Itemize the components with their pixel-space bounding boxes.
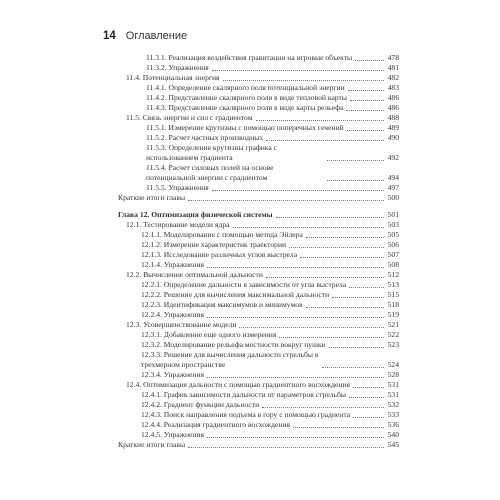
toc-page-number: 512 xyxy=(387,270,399,279)
toc-entry[interactable] xyxy=(118,370,399,380)
page-header xyxy=(103,30,187,42)
toc-entry[interactable] xyxy=(118,420,399,430)
dot-leader xyxy=(306,237,384,238)
dot-leader xyxy=(300,257,384,258)
dot-leader xyxy=(355,60,384,61)
toc-entry-title: 12.3.1. Добавление еще одного измерения xyxy=(141,330,277,339)
dot-leader xyxy=(188,447,384,448)
toc-page-number: 507 xyxy=(387,250,399,259)
dot-leader xyxy=(279,337,384,338)
toc-entry-title: 11.4.2. Представление скалярного поля в виде тепловой карты xyxy=(146,93,347,102)
toc-entry-title: 11.3.2. Упражнения xyxy=(146,63,209,72)
toc-page-number: 545 xyxy=(387,440,399,449)
toc-page-number: 521 xyxy=(387,320,399,329)
dot-leader xyxy=(349,397,384,398)
toc-entry[interactable] xyxy=(118,83,399,93)
toc-entry[interactable] xyxy=(118,193,399,203)
toc-page-number: 513 xyxy=(387,280,399,289)
toc-entry[interactable] xyxy=(118,380,399,390)
toc-entry-title: 12.2.4. Упражнения xyxy=(141,310,205,319)
toc-entry[interactable] xyxy=(118,53,399,63)
toc-page-number: 536 xyxy=(387,420,399,429)
table-of-contents xyxy=(118,53,399,450)
toc-entry[interactable] xyxy=(118,310,399,320)
dot-leader xyxy=(289,247,384,248)
toc-page-number: 486 xyxy=(387,103,399,112)
toc-entry[interactable] xyxy=(118,250,399,260)
toc-page-number: 532 xyxy=(387,400,399,409)
toc-entry[interactable] xyxy=(118,230,399,240)
toc-entry-title: 12.2. Вычисление оптимальной дальности xyxy=(126,270,263,279)
dot-leader xyxy=(212,190,384,191)
dot-leader xyxy=(348,90,384,91)
toc-page-number: 508 xyxy=(387,260,399,269)
dot-leader xyxy=(223,80,384,81)
dot-leader xyxy=(322,367,384,368)
toc-entry[interactable] xyxy=(118,430,399,440)
toc-entry[interactable] xyxy=(118,113,399,123)
toc-entry-title: 12.1. Тестирование модели ядра xyxy=(126,220,230,229)
toc-entry[interactable] xyxy=(118,93,399,103)
toc-page-number: 483 xyxy=(387,83,399,92)
toc-page-number: 481 xyxy=(387,63,399,72)
dot-leader xyxy=(207,317,384,318)
toc-entry[interactable] xyxy=(118,300,399,310)
toc-entry-title: Краткие итоги главы xyxy=(118,193,186,202)
dot-leader xyxy=(262,407,384,408)
dot-leader xyxy=(212,70,384,71)
toc-entry[interactable] xyxy=(118,390,399,400)
dot-leader xyxy=(353,417,384,418)
toc-page-number: 486 xyxy=(387,93,399,102)
toc-page-number: 519 xyxy=(387,310,399,319)
toc-page-number: 518 xyxy=(387,300,399,309)
dot-leader xyxy=(256,120,384,121)
page-number: 14 xyxy=(103,30,116,42)
toc-entry[interactable] xyxy=(118,240,399,250)
dot-leader xyxy=(276,217,384,218)
toc-page-number: 501 xyxy=(387,210,399,219)
dot-leader xyxy=(233,227,385,228)
toc-entry-title: 11.5.4. Расчет силовых полей на основе потенциальной энергии с градиентом xyxy=(146,163,274,182)
toc-entry-title: 12.4.3. Поиск направления подъема в гору с помощью градиента xyxy=(141,410,351,419)
toc-page-number: 490 xyxy=(387,133,399,142)
toc-page-number: 528 xyxy=(387,370,399,379)
toc-entry-title: 12.1.4. Упражнения xyxy=(141,260,205,269)
dot-leader xyxy=(306,307,384,308)
toc-page-number: 492 xyxy=(387,153,399,162)
toc-entry[interactable] xyxy=(118,340,399,350)
toc-page-number: 515 xyxy=(387,290,399,299)
toc-entry-title: 11.5. Связь энергии и сил с градиентом xyxy=(126,113,253,122)
toc-entry-title: Глава 12. Оптимизация физической системы xyxy=(118,210,273,219)
toc-entry[interactable] xyxy=(118,270,399,280)
dot-leader xyxy=(293,427,384,428)
toc-chapter-entry[interactable] xyxy=(118,210,399,220)
toc-entry-title: 12.1.3. Исследование различных углов выстрела xyxy=(141,250,298,259)
toc-entry-title: 11.5.5. Упражнения xyxy=(146,183,209,192)
toc-page-number: 533 xyxy=(387,410,399,419)
toc-entry[interactable] xyxy=(118,103,399,113)
toc-entry[interactable] xyxy=(118,73,399,83)
running-title: Оглавление xyxy=(125,30,188,42)
toc-entry[interactable] xyxy=(118,290,399,300)
toc-entry[interactable] xyxy=(118,133,399,143)
toc-entry[interactable] xyxy=(118,63,399,73)
toc-entry-title: 12.1.2. Измерение характеристик траектории xyxy=(141,240,287,249)
toc-entry-title: 12.1.1. Моделирование с помощью метода Эйлера xyxy=(141,230,303,239)
toc-page-number: 497 xyxy=(387,183,399,192)
toc-entry[interactable] xyxy=(118,280,399,290)
dot-leader xyxy=(327,180,384,181)
toc-entry-title: 11.5.1. Измерение крутизны с помощью поперечных сечений xyxy=(146,123,344,132)
toc-entry-title: 12.3.4. Упражнения xyxy=(141,370,205,379)
dot-leader xyxy=(266,277,384,278)
toc-page-number: 524 xyxy=(387,360,399,369)
toc-entry-title: 11.5.2. Расчет частных производных xyxy=(146,133,264,142)
toc-entry[interactable] xyxy=(118,330,399,340)
dot-leader xyxy=(332,297,384,298)
dot-leader xyxy=(349,287,384,288)
toc-page-number: 531 xyxy=(387,380,399,389)
toc-entry-title: 12.3. Усовершенствование модели xyxy=(126,320,237,329)
dot-leader xyxy=(346,110,384,111)
toc-entry[interactable] xyxy=(118,163,399,183)
toc-entry[interactable] xyxy=(118,320,399,330)
dot-leader xyxy=(347,130,384,131)
dot-leader xyxy=(207,437,384,438)
toc-page-number: 506 xyxy=(387,240,399,249)
toc-page-number: 489 xyxy=(387,123,399,132)
toc-entry-title: 12.4.1. График зависимости дальности от параметров стрельбы xyxy=(141,390,346,399)
toc-entry[interactable] xyxy=(118,260,399,270)
toc-page-number: 523 xyxy=(387,340,399,349)
toc-entry[interactable] xyxy=(118,410,399,420)
dot-leader xyxy=(207,377,384,378)
toc-entry-title: 12.2.3. Идентификация максимумов и минимумов xyxy=(141,300,303,309)
toc-entry-title: 12.2.1. Определение дальности в зависимости от угла выстрела xyxy=(141,280,347,289)
toc-entry[interactable] xyxy=(118,123,399,133)
toc-entry-title: 11.5.3. Определение крутизны графика с использованием градиента xyxy=(146,143,278,162)
toc-entry-title: 11.4.3. Представление скалярного поля в виде карты рельефа xyxy=(146,103,344,112)
toc-entry[interactable] xyxy=(118,350,399,370)
toc-page-number: 522 xyxy=(387,330,399,339)
toc-page-number: 503 xyxy=(387,220,399,229)
toc-entry-title: 12.3.2. Моделирование рельефа местности вокруг пушки xyxy=(141,340,326,349)
dot-leader xyxy=(350,100,384,101)
toc-entry-title: 11.3.1. Реализация воздействия гравитации на игровые объекты xyxy=(146,53,353,62)
toc-entry-title: 11.4.1. Определение скалярного поля потенциальной энергии xyxy=(146,83,345,92)
toc-entry[interactable] xyxy=(118,143,399,163)
toc-page-number: 494 xyxy=(387,173,399,182)
dot-leader xyxy=(266,140,384,141)
dot-leader xyxy=(188,200,384,201)
toc-entry[interactable] xyxy=(118,440,399,450)
dot-leader xyxy=(207,267,384,268)
dot-leader xyxy=(329,347,384,348)
dot-leader xyxy=(239,327,384,328)
dot-leader xyxy=(353,387,384,388)
toc-page-number: 482 xyxy=(387,73,399,82)
toc-entry-title: 12.4.2. Градиент функции дальности xyxy=(141,400,260,409)
toc-page-number: 500 xyxy=(387,193,399,202)
toc-entry-title: 12.2.2. Решение для вычисления максимальной дальности xyxy=(141,290,330,299)
toc-entry-title: 12.3.3. Решение для вычисления дальности стрельбы в трехмерном пространстве xyxy=(141,350,319,369)
toc-page-number: 540 xyxy=(387,430,399,439)
toc-entry[interactable] xyxy=(118,183,399,193)
toc-entry[interactable] xyxy=(118,220,399,230)
toc-page-number: 505 xyxy=(387,230,399,239)
dot-leader xyxy=(327,160,384,161)
toc-entry-title: 12.4.5. Упражнения xyxy=(141,430,205,439)
toc-page-number: 478 xyxy=(387,53,399,62)
toc-page-number: 531 xyxy=(387,390,399,399)
toc-entry-title: Краткие итоги главы xyxy=(118,440,186,449)
toc-entry-title: 12.4. Оптимизация дальности с помощью градиентного восхождения xyxy=(126,380,350,389)
toc-entry-title: 12.4.4. Реализация градиентного восхождения xyxy=(141,420,290,429)
toc-page-number: 488 xyxy=(387,113,399,122)
toc-entry-title: 11.4. Потенциальная энергия xyxy=(126,73,220,82)
toc-entry[interactable] xyxy=(118,400,399,410)
